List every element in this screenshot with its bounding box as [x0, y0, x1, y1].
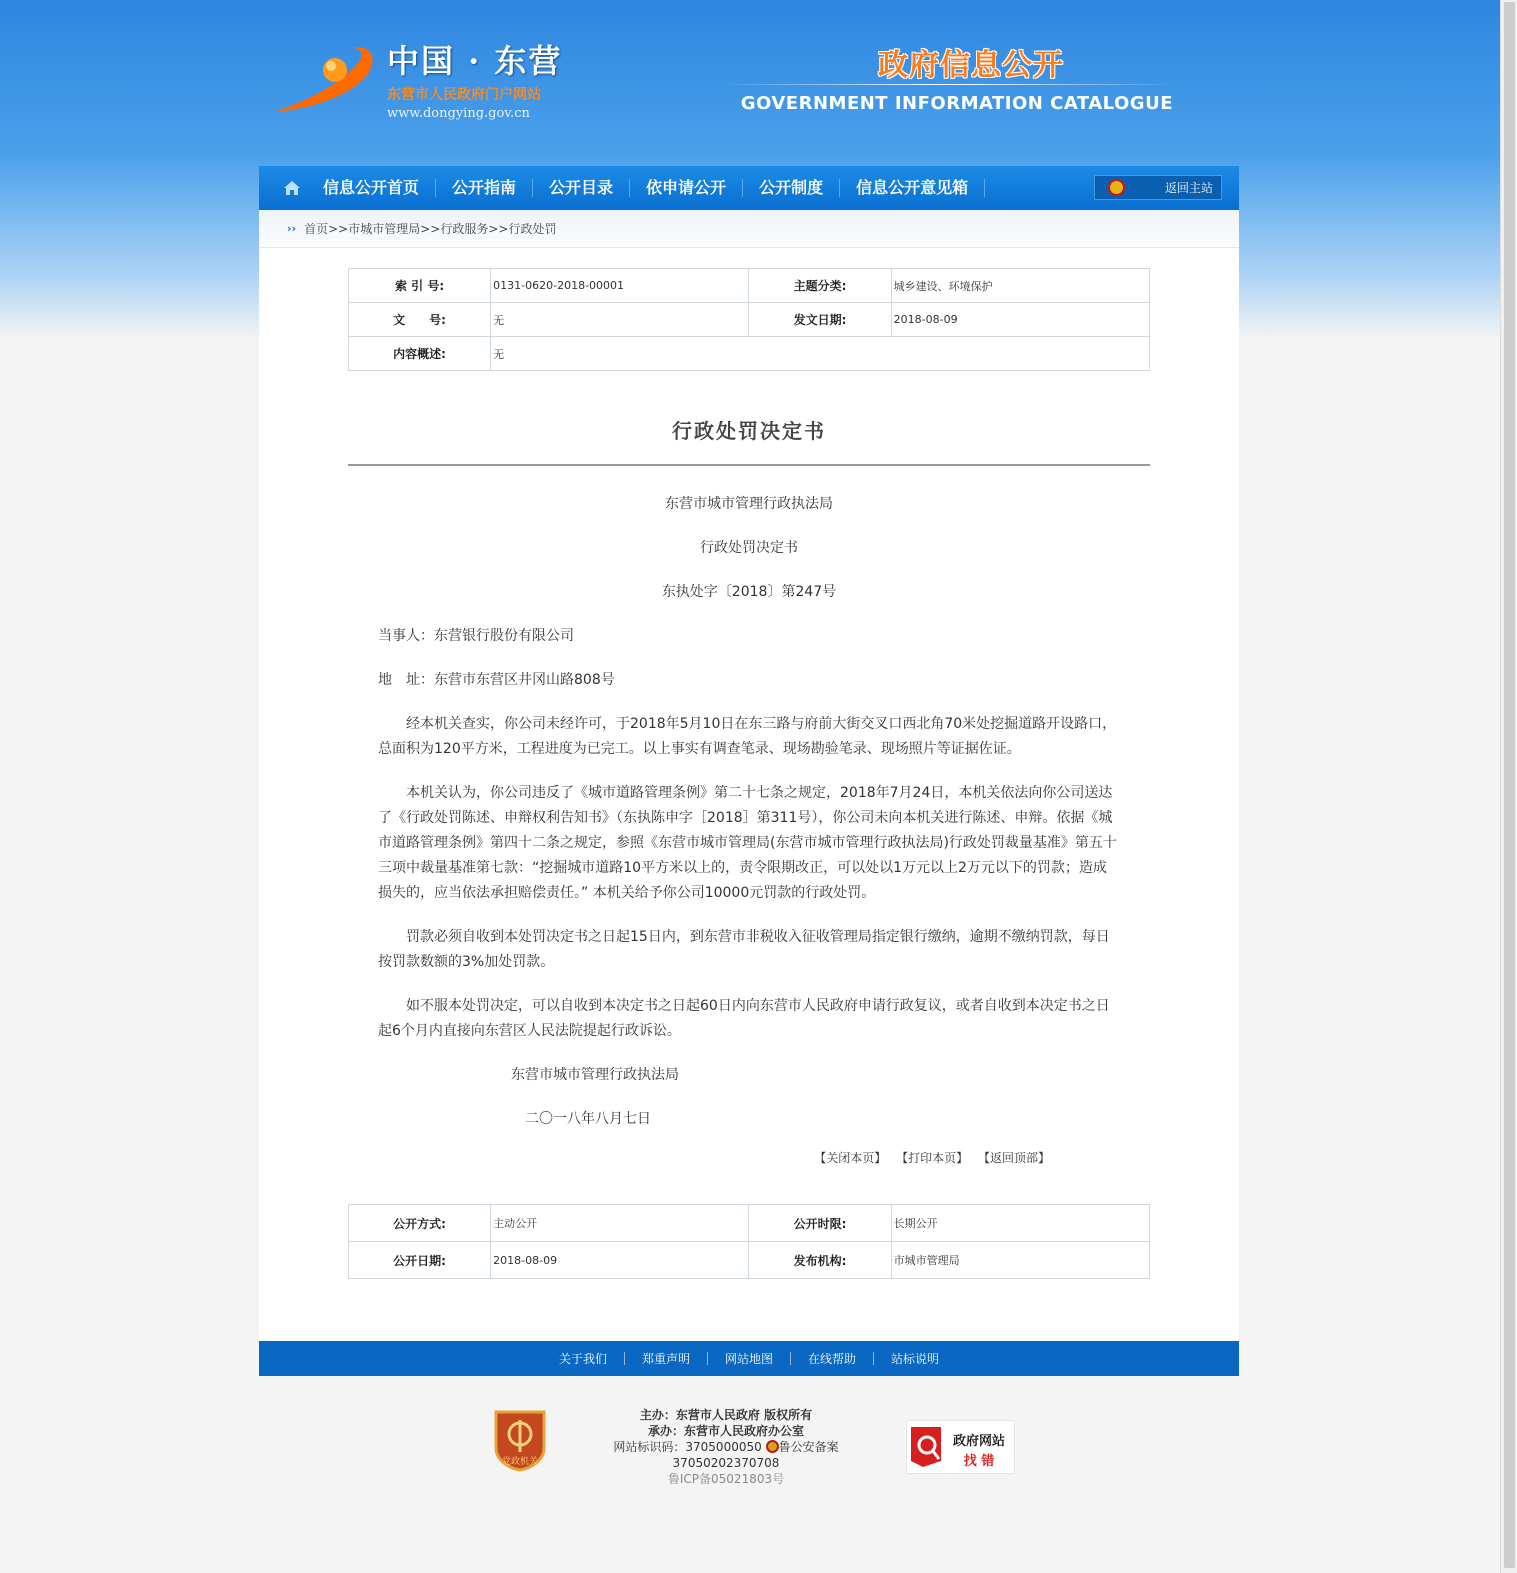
table-row: [349, 337, 1150, 371]
title-divider: [348, 464, 1150, 466]
nav-item-guide[interactable]: 公开指南: [452, 178, 517, 197]
pub-org-value: 市城市管理局: [891, 1242, 1149, 1279]
main-content: [259, 248, 1239, 1341]
nav-separator: [984, 179, 985, 197]
doc-paragraph-facts: 经本机关查实，你公司未经许可，于2018年5月10日在东三路与府前大街交叉口西北角70米处挖掘道路开设路口，总面积为120平方米，工程进度为已完工。以上事实有调查笔录、现场勘验笔录、现场照片等证据佐证。: [378, 716, 1117, 757]
pub-term-label: 公开时限:: [749, 1205, 891, 1242]
breadcrumb-penalty[interactable]: 行政处罚: [508, 222, 557, 236]
police-badge-icon: [766, 1440, 779, 1453]
main-nav: [259, 166, 1239, 210]
doc-type: 行政处罚决定书: [700, 540, 798, 556]
breadcrumb-sep: >>: [328, 221, 349, 236]
breadcrumb-home[interactable]: 首页: [304, 222, 329, 236]
footer-undertake: 承办：东营市人民政府办公室: [647, 1424, 804, 1438]
breadcrumb: [259, 210, 1239, 248]
summary-value: 无: [491, 337, 1150, 371]
doc-number: 东执处字〔2018〕第247号: [661, 584, 837, 600]
index-label: 索 引 号:: [349, 269, 491, 303]
page-wrapper: [259, 0, 1239, 1341]
print-page-link[interactable]: 【打印本页】: [896, 1151, 969, 1165]
logo-url-text: www.dongying.gov.cn: [387, 106, 530, 121]
breadcrumb-service[interactable]: 行政服务: [440, 222, 489, 236]
table-row: [349, 269, 1150, 303]
party-badge-text: 党政机关: [501, 1457, 539, 1467]
header-title: 政府信息公开: [878, 48, 1064, 83]
doc-number-label: 文 号:: [349, 303, 491, 337]
page-actions: [348, 1149, 1150, 1166]
document-body: [378, 492, 1120, 1132]
table-row: [349, 303, 1150, 337]
nav-item-info-home[interactable]: 信息公开首页: [323, 178, 420, 197]
footer-text: [561, 1407, 891, 1487]
document-meta-table: [348, 268, 1150, 371]
footer-police-record[interactable]: 鲁公安备案37050202370708: [672, 1440, 839, 1470]
breadcrumb-sep: >>: [488, 221, 509, 236]
doc-paragraph-payment: 罚款必须自收到本处罚决定书之日起15日内，到东营市非税收入征收管理局指定银行缴纳，逾期不缴纳罚款，每日按罚款数额的3%加处罚款。: [378, 929, 1110, 970]
site-logo[interactable]: [387, 36, 562, 121]
doc-paragraph-appeal: 如不服本处罚决定，可以自收到本决定书之日起60日内向东营市人民政府申请行政复议，或者自收到本决定书之日起6个月内直接向东营区人民法院提起行政诉讼。: [378, 998, 1110, 1039]
doc-paragraph-decision: 本机关认为，你公司违反了《城市道路管理条例》第二十七条之规定，2018年7月24日，本机关依法向你公司送达了《行政处罚陈述、申辩权利告知书》（东执陈申字［2018］第311号），你公司未向本机关进行陈述、申辩。依据《城市道路管理条例》第四十二条之规定，参照《东营市城市管理局(东营市城市管理行政执法局)行政处罚裁量基准》第五十三项中裁量基准第七款：“挖掘城市道路10平方米以上的，责令限期改正，可以处以1万元以上2万元以下的罚款；造成损失的，应当依法承担赔偿责任。” 本机关给予你公司10000元罚款的行政处罚。: [378, 785, 1117, 901]
report-error-line1: 政府网站: [952, 1434, 1006, 1449]
header-divider: [719, 84, 1179, 85]
pub-date-value: 2018-08-09: [491, 1242, 749, 1279]
logo-main-text: 中国 · 东营: [387, 42, 563, 80]
publication-info-table: [348, 1204, 1150, 1279]
report-error-badge[interactable]: [906, 1420, 1015, 1474]
pub-term-value: 长期公开: [891, 1205, 1149, 1242]
scrollbar-thumb[interactable]: [1504, 2, 1515, 1568]
footer-link-sitemap[interactable]: 网站地图: [724, 1352, 773, 1366]
close-page-link[interactable]: 【关闭本页】: [814, 1151, 887, 1165]
header-subtitle: GOVERNMENT INFORMATION CATALOGUE: [740, 93, 1173, 114]
footer-info: [259, 1405, 1239, 1485]
table-row: [349, 1242, 1150, 1279]
footer-link-statement[interactable]: 郑重声明: [641, 1352, 690, 1366]
footer-link-about[interactable]: 关于我们: [558, 1352, 607, 1366]
issue-date-value: 2018-08-09: [891, 303, 1149, 337]
report-error-line2: 找 错: [963, 1454, 995, 1469]
breadcrumb-sep: >>: [420, 221, 441, 236]
doc-party: 当事人：东营银行股份有限公司: [378, 628, 574, 644]
nav-item-catalogue[interactable]: 公开目录: [549, 178, 614, 197]
party-government-badge-icon[interactable]: [492, 1408, 548, 1472]
pub-date-label: 公开日期:: [349, 1242, 491, 1279]
footer-links: [259, 1341, 1239, 1376]
doc-agency: 东营市城市管理行政执法局: [665, 496, 833, 512]
doc-number-value: 无: [491, 303, 749, 337]
pub-mode-value: 主动公开: [491, 1205, 749, 1242]
table-row: [349, 1205, 1150, 1242]
site-logo-icon[interactable]: [269, 40, 379, 120]
doc-address: 地 址：东营市东营区井冈山路808号: [378, 672, 615, 688]
pub-org-label: 发布机构:: [749, 1242, 891, 1279]
footer-link-help[interactable]: 在线帮助: [808, 1352, 857, 1366]
back-to-main-button[interactable]: [1094, 175, 1222, 200]
site-header: [259, 0, 1239, 166]
topic-value: 城乡建设、环境保护: [891, 269, 1149, 303]
magnifier-icon: [907, 1421, 1014, 1473]
back-to-main-label: 返回主站: [1164, 181, 1213, 195]
footer-link-logo-note[interactable]: 站标说明: [891, 1352, 940, 1366]
index-value: 0131-0620-2018-00001: [491, 269, 749, 303]
back-to-top-link[interactable]: 【返回顶部】: [977, 1151, 1050, 1165]
document-title: 行政处罚决定书: [672, 419, 826, 443]
pub-mode-label: 公开方式:: [349, 1205, 491, 1242]
nav-item-application[interactable]: 依申请公开: [646, 178, 727, 197]
doc-signature-date: 二〇一八年八月七日: [525, 1111, 651, 1127]
topic-label: 主题分类:: [749, 269, 891, 303]
breadcrumb-bureau[interactable]: 市城市管理局: [348, 222, 421, 236]
summary-label: 内容概述:: [349, 337, 491, 371]
issue-date-label: 发文日期:: [749, 303, 891, 337]
home-icon[interactable]: [277, 166, 307, 210]
nav-item-feedback[interactable]: 信息公开意见箱: [856, 178, 969, 197]
nav-item-system[interactable]: 公开制度: [759, 178, 824, 197]
breadcrumb-arrow-icon: ››: [287, 222, 297, 235]
footer-host: 主办：东营市人民政府 版权所有: [639, 1408, 813, 1422]
footer-codes: [561, 1439, 891, 1471]
footer-site-code: 网站标识码：3705000050: [613, 1440, 762, 1454]
footer-icp[interactable]: 鲁ICP备05021803号: [667, 1472, 785, 1486]
logo-sub-text: 东营市人民政府门户网站: [387, 87, 541, 103]
doc-signature: 东营市城市管理行政执法局: [511, 1067, 679, 1083]
national-emblem-icon: [1108, 179, 1125, 196]
vertical-scrollbar[interactable]: [1500, 0, 1517, 1573]
